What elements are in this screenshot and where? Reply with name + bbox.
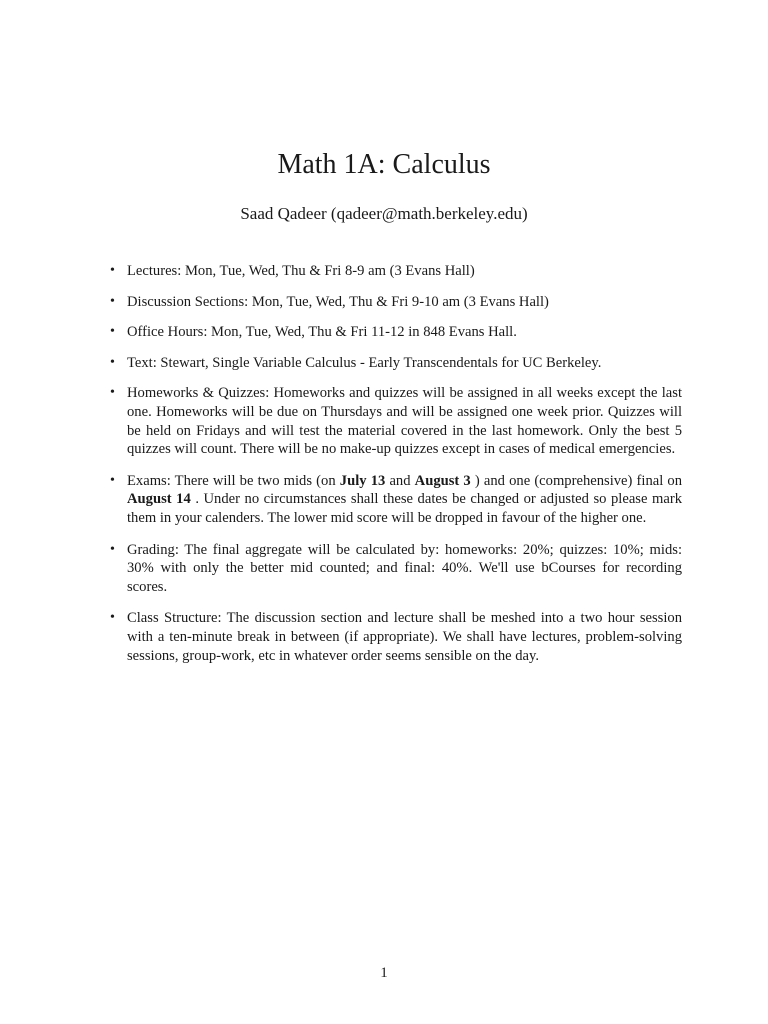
lectures-text: Lectures: Mon, Tue, Wed, Thu & Fri 8-9 am (3 Evans Hall): [127, 263, 475, 279]
exams-text-part2: and: [385, 472, 415, 489]
bullet-icon: •: [110, 472, 115, 488]
list-item-lectures: [110, 262, 682, 281]
textbook-text: Text: Stewart, Single Variable Calculus - Early Transcendentals for UC Berkeley.: [127, 354, 602, 371]
discussion-text: Discussion Sections: Mon, Tue, Wed, Thu & Fri 9-10 am (3 Evans Hall): [127, 293, 549, 310]
grading-text: Grading: The final aggregate will be calculated by: homeworks: 20%; quizzes: 10%; mids: 30% with only the better mid counted; and final: 40%. We'll use bCourses for recording scores.: [127, 541, 682, 595]
author-line: Saad Qadeer (qadeer@math.berkeley.edu): [240, 204, 528, 223]
list-item-textbook: [110, 354, 682, 373]
bullet-icon: •: [110, 354, 115, 370]
office-hours-text: Office Hours: Mon, Tue, Wed, Thu & Fri 11-12 in 848 Evans Hall.: [127, 324, 517, 341]
exam-date-final: August 14: [127, 491, 191, 508]
syllabus-list: [110, 262, 682, 665]
list-item-office-hours: [110, 323, 682, 342]
list-item-grading: [110, 541, 682, 597]
list-item-class-structure: [110, 609, 682, 665]
bullet-icon: •: [110, 263, 115, 278]
bullet-icon: •: [110, 610, 115, 626]
class-structure-text: Class Structure: The discussion section and lecture shall be meshed into a two hour session with a ten-minute break in between (if appropriate). We shall have lectures, problem-solving sessions, group-work, etc in whatever order seems sensible on the day.: [127, 610, 682, 664]
bullet-icon: •: [110, 541, 115, 557]
exams-text-part1: Exams: There will be two mids (on: [127, 472, 340, 489]
bullet-icon: •: [110, 293, 115, 309]
list-item-exams: [110, 472, 682, 528]
page-number: 1: [380, 965, 388, 981]
bullet-icon: •: [110, 324, 115, 340]
list-item-homeworks-quizzes: [110, 384, 682, 458]
exams-text-part3: ) and one (comprehensive) final on: [470, 472, 683, 489]
page-title: Math 1A: Calculus: [277, 149, 491, 180]
list-item-discussion: [110, 293, 682, 312]
exam-date-mid1: July 13: [339, 472, 386, 489]
exam-date-mid2: August 3: [414, 472, 471, 489]
homeworks-quizzes-text: Homeworks & Quizzes: Homeworks and quizzes will be assigned in all weeks except the last one. Homeworks will be due on Thursdays and will be assigned one week prior. Quizzes will be held on Fridays and will test the material covered in the last homework. Only the best 5 quizzes will count. There will be no make-up quizzes except in cases of medical emergencies.: [127, 385, 682, 458]
exams-text-part4: . Under no circumstances shall these dates be changed or adjusted so please mark them in your calenders. The lower mid score will be dropped in favour of the higher one.: [127, 491, 683, 526]
bullet-icon: •: [110, 385, 115, 401]
